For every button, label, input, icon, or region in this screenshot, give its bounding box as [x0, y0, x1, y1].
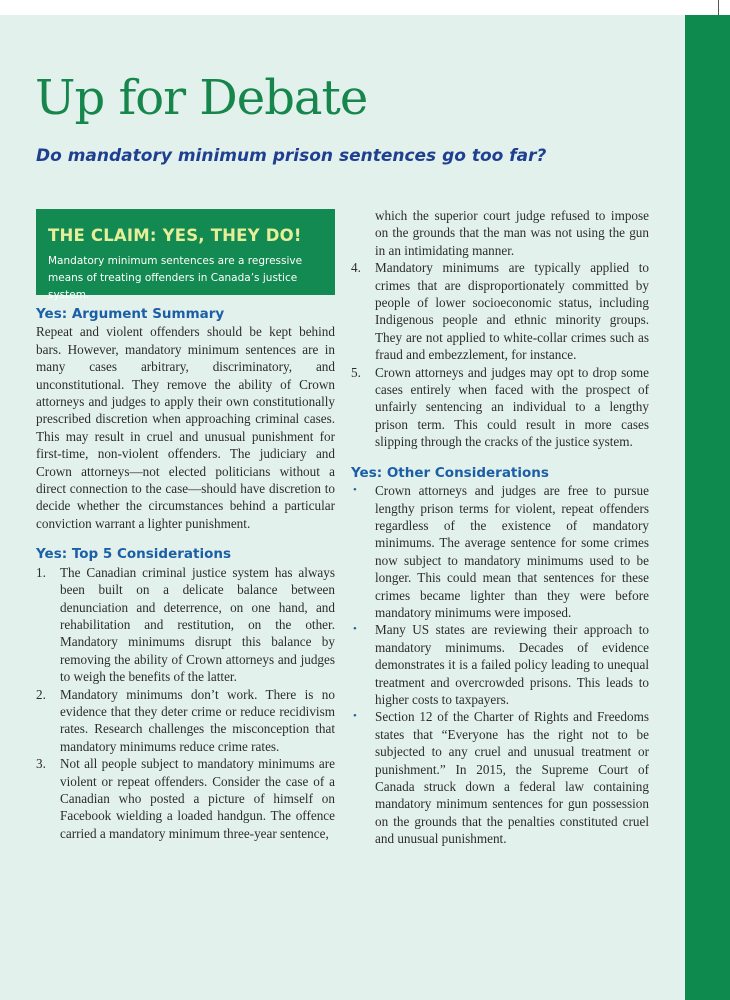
top5-list-continued [351, 207, 649, 451]
green-side-bar [685, 15, 730, 1000]
list-item [36, 686, 335, 756]
bullet-icon: • [353, 623, 357, 636]
summary-text: Repeat and violent offenders should be kept behind bars. However, mandatory minimum sentences are in many cases arbitrary, discriminatory, and unconstitutional. They remove the ability of Crown attorneys and judges to apply their own constitutionally prescribed discretion when approaching criminal cases. This may result in cruel and unusual punishment for first-time, non-violent offenders. The judiciary and Crown attorneys—not elected politicians without a direct connection to the case—should have discretion to decide whether the circumstances behind a particular conviction warrant a lighter punishment. [36, 324, 335, 531]
list-item [351, 207, 649, 259]
list-item-text: Not all people subject to mandatory minimums are violent or repeat offenders. Consider the case of a Canadian who posted a picture of himself on Facebook wielding a loaded handgun. The offence carried a mandatory minimum three-year sentence, [60, 756, 335, 841]
right-column [351, 207, 649, 848]
list-item-text: Section 12 of the Charter of Rights and Freedoms states that “Everyone has the right not to be subjected to any cruel and unusual treatment or punishment.” In 2015, the Supreme Court of Canada struck down a federal law containing mandatory minimum sentences for gun possession on the grounds that the penalties constituted cruel and unusual punishment. [375, 709, 649, 847]
list-item-text: Crown attorneys and judges may opt to drop some cases entirely when faced with the prospect of unfairly sentencing an individual to a lengthy prison term. This could result in more cases slipping through the cracks of the justice system. [375, 364, 649, 450]
list-item [36, 564, 335, 686]
list-item-text: Mandatory minimums are typically applied to crimes that are disproportionately committed by people of lower socioeconomic status, including Indigenous people and ethnic minority groups. They are not applied to white-collar crimes such as fraud and embezzlement, for instance. [375, 260, 649, 363]
list-item-text: which the superior court judge refused to impose on the grounds that the man was not using the gun in an intimidating manner. [375, 208, 649, 258]
top5-heading: Yes: Top 5 Considerations [36, 546, 232, 563]
bullet-icon: • [353, 710, 357, 723]
list-item [351, 621, 649, 708]
page-title: Up for Debate [35, 70, 368, 126]
left-column [36, 205, 335, 842]
page-subtitle: Do mandatory minimum prison sentences go too far? [36, 146, 547, 166]
list-number: 3. [36, 756, 46, 772]
list-item-text: The Canadian criminal justice system has always been built on a delicate balance between denunciation and deterrence, on one hand, and rehabilitation and restitution, on the other. Mandatory minimums disrupt this balance by removing the ability of Crown attorneys and judges to weigh the benefits of the latter. [60, 564, 335, 685]
claim-text: Mandatory minimum sentences are a regressive means of treating offenders in Canada’s justice system. [48, 255, 303, 301]
list-number: 1. [36, 564, 46, 580]
page-corner-line [718, 0, 719, 15]
list-item [351, 708, 649, 847]
summary-heading: Yes: Argument Summary [36, 306, 225, 322]
other-list [351, 482, 649, 848]
list-item [36, 755, 335, 842]
list-number: 4. [351, 260, 361, 276]
other-heading: Yes: Other Considerations [351, 464, 549, 481]
list-number: 2. [36, 686, 46, 702]
list-item-text: Crown attorneys and judges are free to pursue lengthy prison terms for violent, repeat offenders regardless of the existence of mandatory minimums. The average sentence for some crimes now subject to mandatory minimums used to be longer. This could mean that sentences for these crimes became lighter than they were before mandatory minimums were imposed. [375, 483, 649, 620]
list-item [351, 364, 649, 451]
list-item-text: Mandatory minimums don’t work. There is no evidence that they deter crime or reduce recidivism rates. Research challenges the misconception that mandatory minimums reduce crime rates. [60, 686, 335, 754]
bullet-icon: • [353, 484, 357, 497]
claim-title: THE CLAIM: YES, THEY DO! [48, 226, 302, 245]
list-item-text: Many US states are reviewing their approach to mandatory minimums. Decades of evidence demonstrates it is a failed policy leading to unequal treatment and overcrowded prisons. This leads to higher costs to taxpayers. [375, 622, 649, 707]
list-item [351, 482, 649, 621]
list-item [351, 259, 649, 363]
top5-list [36, 564, 335, 843]
list-number: 5. [351, 364, 361, 380]
